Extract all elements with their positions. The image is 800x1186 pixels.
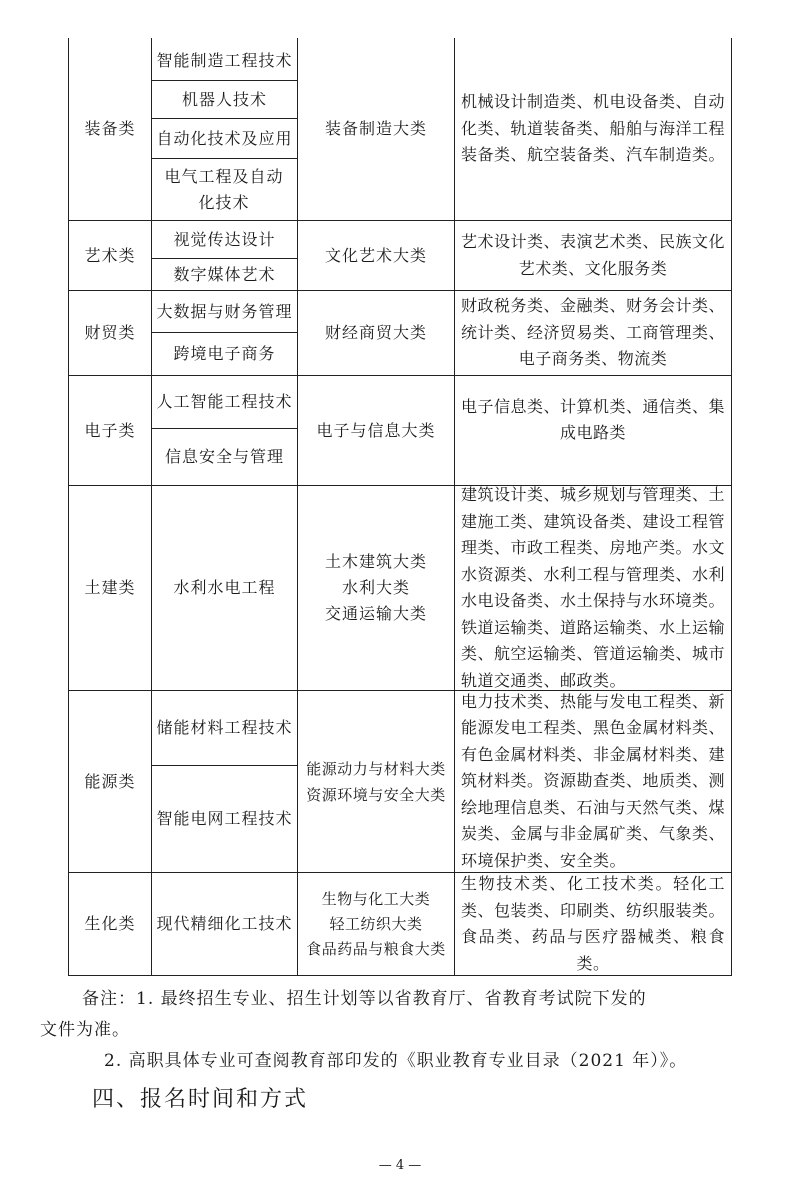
major-cell: 机器人技术 <box>181 89 267 109</box>
big-class-line: 生物与化工大类 <box>321 889 431 908</box>
category-cell: 艺术类 <box>84 245 136 265</box>
major-cell: 智能电网工程技术 <box>156 809 293 828</box>
note-line: 2. 高职具体专业可查阅教育部印发的《职业教育专业目录（2021 年）》。 <box>104 1051 688 1071</box>
big-class-cell: 电子与信息大类 <box>316 420 436 440</box>
big-class-line: 交通运输大类 <box>324 604 427 623</box>
category-cell: 装备类 <box>84 119 136 138</box>
major-cell: 跨境电子商务 <box>173 344 276 363</box>
big-class-line: 土木建筑大类 <box>324 552 427 571</box>
big-class-cell <box>298 691 454 872</box>
big-class-line: 食品药品与粮食大类 <box>306 939 446 958</box>
category-cell: 生化类 <box>84 914 136 933</box>
big-class-line: 轻工纺织大类 <box>329 914 423 933</box>
big-class-cell: 财经商贸大类 <box>324 323 427 342</box>
major-cell: 自动化技术及应用 <box>156 128 293 148</box>
major-cell: 数字媒体艺术 <box>173 264 276 284</box>
major-cell: 水利水电工程 <box>173 578 276 597</box>
major-cell: 电气工程及自动化技术 <box>164 166 284 212</box>
related-cell: 电子信息类、计算机类、通信类、集成电路类 <box>461 396 726 442</box>
major-cell: 储能材料工程技术 <box>156 718 293 737</box>
big-class-line: 能源动力与材料大类 <box>306 759 446 778</box>
major-cell: 大数据与财务管理 <box>156 301 293 321</box>
category-cell: 财贸类 <box>84 323 136 342</box>
related-cell: 艺术设计类、表演艺术类、民族文化艺术类、文化服务类 <box>461 232 726 278</box>
big-class-cell: 装备制造大类 <box>324 119 427 138</box>
related-cell: 建筑设计类、城乡规划与管理类、土建施工类、建筑设备类、建设工程管理类、市政工程类、房地产类。水文水资源类、水利工程与管理类、水利水电设备类、水土保持与水环境类。铁道运输类、道路运输类、水上运输类、航空运输类、管道运输类、城市轨道交通类、邮政类。 <box>461 485 726 690</box>
section-heading: 四、报名时间和方式 <box>92 1087 309 1112</box>
major-cell: 现代精细化工技术 <box>156 914 293 933</box>
big-class-cell <box>298 486 454 690</box>
note-line: 文件为准。 <box>40 1020 130 1040</box>
big-class-cell: 文化艺术大类 <box>324 245 427 265</box>
big-class-line: 水利大类 <box>341 578 410 597</box>
big-class-line: 资源环境与安全大类 <box>306 785 446 804</box>
major-cell: 智能制造工程技术 <box>156 51 293 70</box>
category-cell: 电子类 <box>84 420 136 440</box>
major-cell: 信息安全与管理 <box>164 447 284 466</box>
big-class-cell <box>298 873 454 975</box>
table-border-right <box>731 38 732 975</box>
category-cell: 能源类 <box>84 771 136 791</box>
category-cell: 土建类 <box>84 578 136 597</box>
related-cell: 机械设计制造类、机电设备类、自动化类、轨道装备类、船舶与海洋工程装备类、航空装备类、汽车制造类。 <box>461 92 726 165</box>
note-line: 备注：1. 最终招生专业、招生计划等以省教育厅、省教育考试院下发的 <box>82 989 647 1009</box>
major-cell: 人工智能工程技术 <box>156 392 293 411</box>
related-cell: 生物技术类、化工技术类。轻化工类、包装类、印刷类、纺织服装类。食品类、药品与医疗器械类、粮食类。 <box>461 874 726 973</box>
related-cell: 财政税务类、金融类、财务会计类、统计类、经济贸易类、工商管理类、电子商务类、物流类 <box>461 296 726 369</box>
related-cell: 电力技术类、热能与发电工程类、新能源发电工程类、黑色金属材料类、有色金属材料类、非金属材料类、建筑材料类。资源勘查类、地质类、测绘地理信息类、石油与天然气类、煤炭类、金属与非金属矿类、气象类、环境保护类、安全类。 <box>461 691 726 870</box>
major-cell: 视觉传达设计 <box>173 229 276 249</box>
page-number: — 4 — <box>378 1158 422 1173</box>
